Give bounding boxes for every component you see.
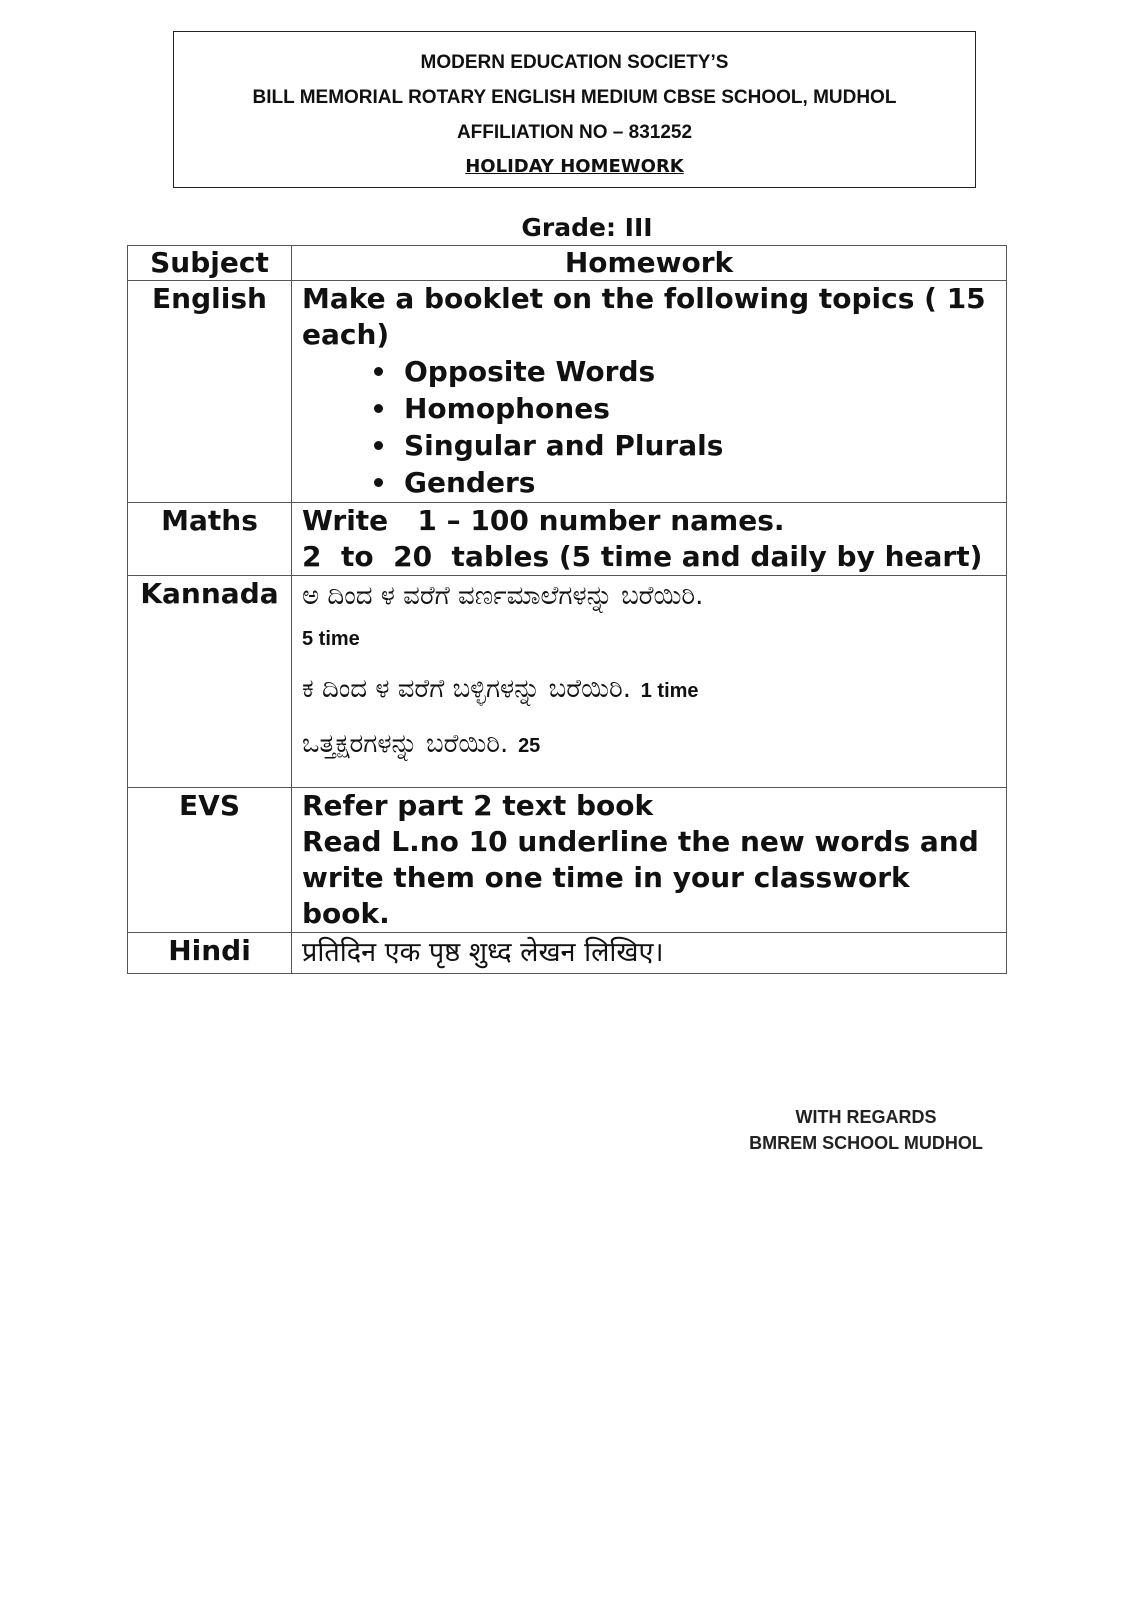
bullet-icon (374, 404, 383, 413)
subject-cell-maths: Maths (128, 503, 292, 576)
table-row (128, 281, 1007, 503)
english-intro: Make a booklet on the following topics ( 15 each) (302, 282, 986, 351)
regards-text: WITH REGARDS (795, 1107, 937, 1127)
bullet-icon (374, 441, 383, 450)
homework-cell-maths (292, 503, 1007, 576)
topic-label: Opposite Words (404, 355, 656, 388)
bullet-icon (374, 478, 383, 487)
evs-line: write them one time in your classwork book. (302, 861, 910, 930)
bullet-icon (374, 367, 383, 376)
maths-line: 2 to 20 tables (5 time and daily by heart) (302, 540, 983, 573)
kannada-count: 25 (518, 735, 541, 757)
evs-line: Read L.no 10 underline the new words and (302, 825, 979, 858)
list-item (370, 390, 1006, 427)
topic-label: Homophones (404, 392, 610, 425)
school-name: BILL MEMORIAL ROTARY ENGLISH MEDIUM CBSE SCHOOL, MUDHOL (252, 87, 897, 108)
table-row (128, 503, 1007, 576)
topic-label: Singular and Plurals (404, 429, 724, 462)
list-item (370, 427, 1006, 464)
table-header-row (128, 246, 1007, 281)
kannada-count: 1 time (640, 680, 699, 702)
hindi-line: प्रतिदिन एक पृष्ठ शुध्द लेखन लिखिए। (302, 937, 664, 968)
homework-cell-kannada (292, 576, 1007, 788)
table-row (128, 933, 1007, 974)
table-row (128, 576, 1007, 788)
topic-label: Genders (404, 466, 536, 499)
document-title: HOLIDAY HOMEWORK (465, 156, 684, 177)
list-item (370, 464, 1006, 501)
kannada-text: ಕ ದಿಂದ ಳ ವರೆಗೆ ಬಳ್ಳಿಗಳನ್ನು ಬರೆಯಿರಿ. (302, 674, 631, 704)
homework-cell-english (292, 281, 1007, 503)
homework-column-header: Homework (292, 246, 1007, 281)
list-item (370, 353, 1006, 390)
school-signature: BMREM SCHOOL MUDHOL (749, 1133, 983, 1153)
subject-cell-kannada: Kannada (128, 576, 292, 788)
subject-cell-evs: EVS (128, 788, 292, 933)
regards-footer (740, 1104, 992, 1156)
society-name: MODERN EDUCATION SOCIETY’S (420, 52, 729, 73)
affiliation-number: AFFILIATION NO – 831252 (456, 122, 693, 143)
kannada-count: 5 time (302, 628, 360, 650)
kannada-text: ಒತ್ತಕ್ಷರಗಳನ್ನು ಬರೆಯಿರಿ. (302, 729, 509, 759)
grade-label: Grade: III (521, 213, 653, 242)
kannada-line (302, 723, 1006, 766)
homework-table (127, 245, 1007, 974)
subject-column-header: Subject (128, 246, 292, 281)
maths-line: Write 1 – 100 number names. (302, 504, 785, 537)
kannada-line (302, 668, 1006, 711)
school-header-box (173, 31, 976, 188)
subject-cell-english: English (128, 281, 292, 503)
table-row (128, 788, 1007, 933)
homework-cell-hindi (292, 933, 1007, 974)
evs-line: Refer part 2 text book (302, 789, 654, 822)
english-topic-list (302, 353, 1006, 501)
kannada-line: ಅ ದಿಂದ ಳ ವರೆಗೆ ವರ್ಣಮಾಲೆಗಳನ್ನು ಬರೆಯಿರಿ. (302, 581, 704, 611)
homework-cell-evs (292, 788, 1007, 933)
subject-cell-hindi: Hindi (128, 933, 292, 974)
